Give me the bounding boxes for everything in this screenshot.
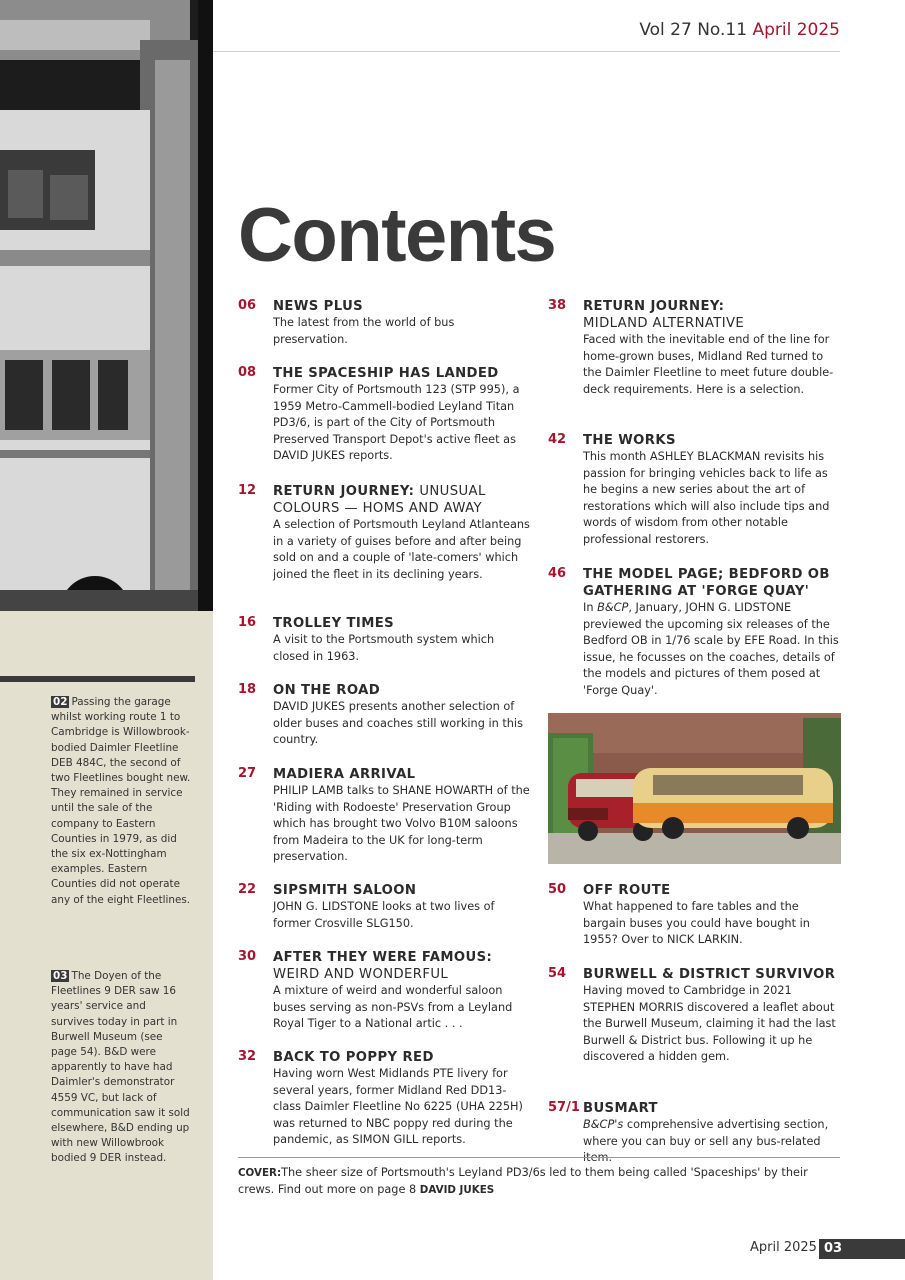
entry-description: Having moved to Cambridge in 2021 STEPHEN MORRIS discovered a leaflet about the Burwell Museum, claiming it had the last Burwell & District bus. Following it up he discovered a hidden gem. <box>583 984 836 1064</box>
volume-label: Vol 27 No.11 <box>639 20 748 40</box>
desc-italic: B&CP's <box>583 1118 624 1131</box>
desc-italic: B&CP <box>597 601 629 614</box>
entry-title: THE SPACESHIP HAS LANDED <box>273 366 499 381</box>
contents-entry[interactable] <box>238 766 530 866</box>
entry-title: OFF ROUTE <box>583 883 671 898</box>
entry-title: ON THE ROAD <box>273 683 381 698</box>
entry-description: A selection of Portsmouth Leyland Atlanteans in a variety of guises before and after being sold on and a couple of 'late-comers' which joined the fleet in its declining years. <box>273 518 530 581</box>
entry-title <box>273 483 530 517</box>
page-number: 06 <box>238 298 257 313</box>
cover-note <box>238 1157 840 1198</box>
entry-description: Former City of Portsmouth 123 (STP 995), a 1959 Metro-Cammell-bodied Leyland Titan PD3/6, is part of the City of Portsmouth Preserved Transport Depot's active fleet as DAVID JUKES reports. <box>273 383 520 463</box>
entry-description: This month ASHLEY BLACKMAN revisits his passion for bringing vehicles back to life as he begins a new series about the art of restorations which will also include tips and words of wisdom from other notable professional restorers. <box>583 450 830 546</box>
entry-title: AFTER THEY WERE FAMOUS: <box>273 950 493 965</box>
contents-entry[interactable] <box>548 432 840 549</box>
divider-bar <box>0 676 195 682</box>
page-number: 54 <box>548 966 567 981</box>
contents-entry[interactable] <box>238 298 530 348</box>
caption-number: 03 <box>53 970 68 982</box>
footer-date: April 2025 <box>750 1240 817 1255</box>
contents-entry[interactable] <box>238 682 530 749</box>
contents-entry[interactable] <box>238 483 530 583</box>
caption-02 <box>51 695 191 908</box>
page-number: 16 <box>238 615 257 630</box>
page-number-badge: 03 <box>819 1239 905 1259</box>
entry-subtitle: UNUSUAL COLOURS — HOMS AND AWAY <box>273 484 486 516</box>
entry-title: THE MODEL PAGE; BEDFORD OB GATHERING AT 'FORGE QUAY' <box>583 567 830 599</box>
entry-description: A mixture of weird and wonderful saloon buses serving as non-PSVs from a Leyland Royal Tiger to a National artic . . . <box>273 984 513 1031</box>
caption-text: The Doyen of the Fleetlines 9 DER saw 16 years' service and survives today in part in Burwell Museum (see page 54). B&D were apparently to have had Daimler's demonstrator 4559 VC, but lack of communication saw it sold elsewhere, B&D ending up with new Willowbrook bodied 9 DER instead. <box>51 970 190 1165</box>
entry-title: NEWS PLUS <box>273 299 364 314</box>
page-number: 22 <box>238 882 257 897</box>
entry-title: RETURN JOURNEY: <box>583 299 725 314</box>
contents-entry[interactable] <box>548 966 840 1066</box>
page-number: 18 <box>238 682 257 697</box>
page-number: 50 <box>548 882 567 897</box>
contents-entry[interactable] <box>238 949 530 1033</box>
contents-entry[interactable] <box>548 298 840 398</box>
entry-description: A visit to the Portsmouth system which closed in 1963. <box>273 633 495 663</box>
cover-text: The sheer size of Portsmouth's Leyland PD3/6s led to them being called 'Spaceships' by their crews. Find out more on page 8 <box>238 1166 808 1196</box>
cover-label: COVER: <box>238 1167 282 1179</box>
entry-subtitle: WEIRD AND WONDERFUL <box>273 967 449 982</box>
entry-title: SIPSMITH SALOON <box>273 883 417 898</box>
contents-entry[interactable] <box>238 365 530 465</box>
page-title: Contents <box>238 193 556 278</box>
page-number: 38 <box>548 298 567 313</box>
entry-description <box>583 600 840 700</box>
entry-title-main: RETURN JOURNEY: <box>273 484 415 499</box>
desc-text: , January, JOHN G. LIDSTONE previewed the upcoming six releases of the Bedford OB in 1/76 scale by EFE Road. In this issue, he focusses on the coaches, details of the models and pictures of them posed at 'Forge Quay'. <box>583 601 839 697</box>
garage-bus-photo <box>0 0 213 611</box>
entry-title: BACK TO POPPY RED <box>273 1050 434 1065</box>
entry-description: DAVID JUKES presents another selection of older buses and coaches still working in this country. <box>273 700 523 747</box>
contents-entry[interactable] <box>238 1049 530 1149</box>
entry-description: What happened to fare tables and the bargain buses you could have bought in 1955? Over to NICK LARKIN. <box>583 900 810 947</box>
page-number: 42 <box>548 432 567 447</box>
entry-description: JOHN G. LIDSTONE looks at two lives of former Crosville SLG150. <box>273 900 495 930</box>
issue-date: April 2025 <box>752 20 840 40</box>
entry-subtitle: MIDLAND ALTERNATIVE <box>583 316 745 331</box>
page-number: 57/1 <box>548 1100 580 1115</box>
entry-description: The latest from the world of bus preservation. <box>273 316 455 346</box>
caption-text: Passing the garage whilst working route 1 to Cambridge is Willowbrook-bodied Daimler Fleetline DEB 484C, the second of two Fleetlines bought new. They remained in service until the sale of the company to Eastern Counties in 1979, as did the six ex-Nottingham examples. Eastern Counties did not operate any of the eight Fleetlines. <box>51 696 191 906</box>
desc-prefix: In <box>583 601 598 614</box>
entry-title: TROLLEY TIMES <box>273 616 395 631</box>
page-number: 27 <box>238 766 257 781</box>
contents-entry[interactable] <box>548 882 840 949</box>
entry-description: PHILIP LAMB talks to SHANE HOWARTH of the 'Riding with Rodoeste' Preservation Group which has brought two Volvo B10M saloons from Madeira to the UK for long-term preservation. <box>273 784 530 864</box>
issue-header <box>213 20 840 52</box>
page-number: 08 <box>238 365 257 380</box>
page-number: 30 <box>238 949 257 964</box>
contents-entry[interactable] <box>548 566 840 700</box>
page-number: 12 <box>238 483 257 498</box>
entry-title: THE WORKS <box>583 433 676 448</box>
page-number: 32 <box>238 1049 257 1064</box>
cover-credit: DAVID JUKES <box>419 1183 495 1196</box>
caption-number: 02 <box>53 696 68 708</box>
contents-entry[interactable] <box>238 882 530 932</box>
entry-description: Faced with the inevitable end of the line for home-grown buses, Midland Red turned to the Daimler Fleetline to meet future double-deck requirements. Here is a selection. <box>583 333 834 396</box>
entry-title: MADIERA ARRIVAL <box>273 767 416 782</box>
entry-title: BURWELL & DISTRICT SURVIVOR <box>583 967 836 982</box>
contents-entry[interactable] <box>238 615 530 665</box>
entry-description: Having worn West Midlands PTE livery for several years, former Midland Red DD13-class Daimler Fleetline No 6225 (UHA 225H) was returned to NBC poppy red during the pandemic, as SIMON GILL reports. <box>273 1067 523 1147</box>
desc-text: comprehensive advertising section, where you can buy or sell any bus-related item. <box>583 1118 829 1165</box>
caption-03 <box>51 969 191 1167</box>
model-buses-photo <box>548 713 841 864</box>
page-number: 46 <box>548 566 567 581</box>
entry-title: BUSMART <box>583 1101 658 1116</box>
